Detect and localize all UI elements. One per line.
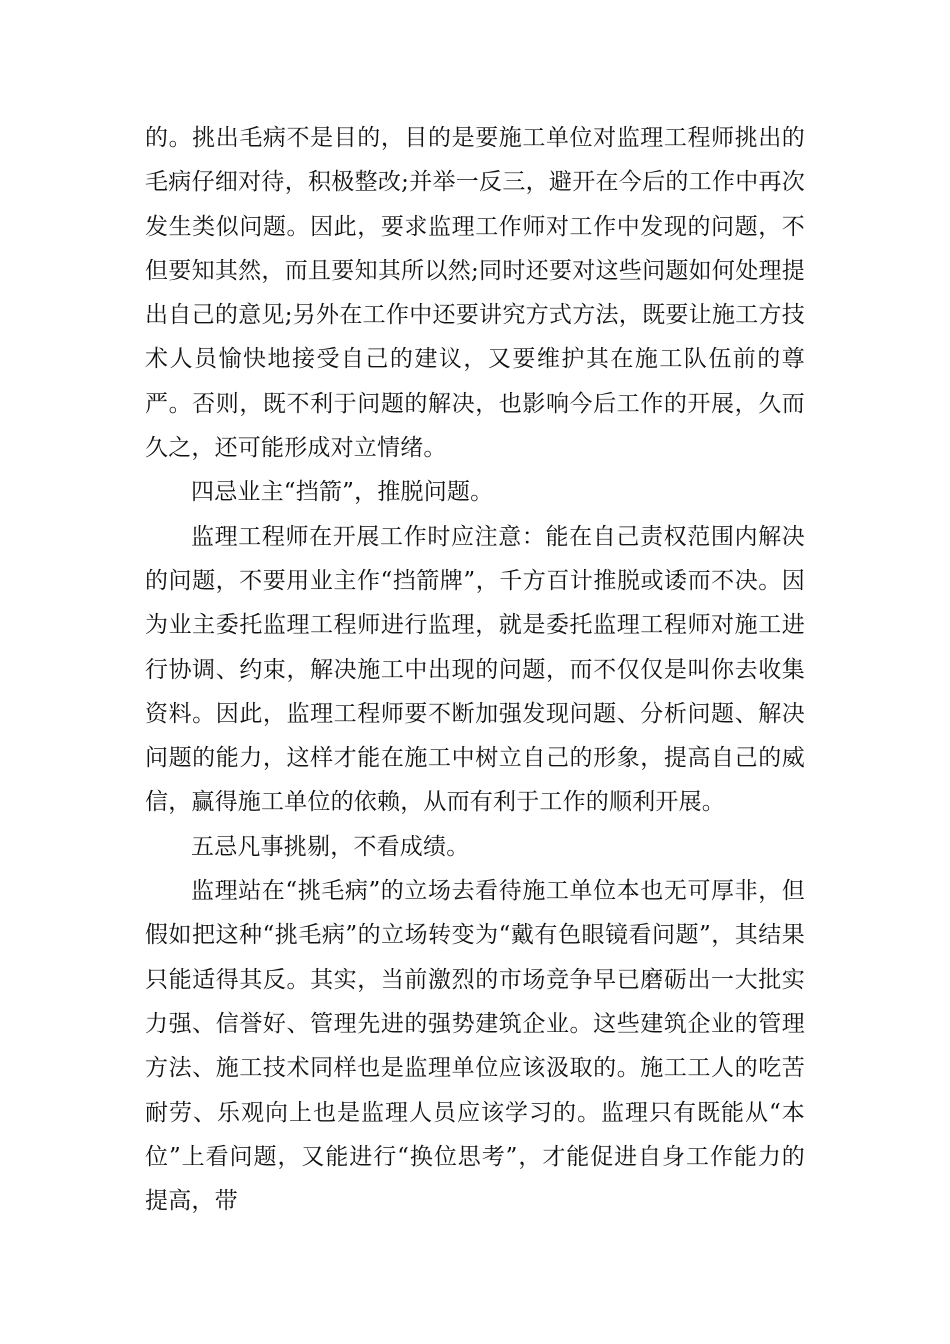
paragraph-five-body: 监理站在“挑毛病”的立场去看待施工单位本也无可厚非，但假如把这种“挑毛病”的立场转变为“戴有色眼镜看问题”，其结果只能适得其反。其实，当前激烈的市场竞争早已磨砺出一大批实力强、信誉好、管理先进的强势建筑企业。这些建筑企业的管理方法、施工技术同样也是监理单位应该汲取的。施工工人的吃苦耐劳、乐观向上也是监理人员应该学习的。监理只有既能从“本位”上看问题，又能进行“换位思考”，才能促进自身工作能力的提高，带: [145, 878, 805, 1215]
body-text: [145, 116, 805, 1223]
paragraph-continuation: 的。挑出毛病不是目的，目的是要施工单位对监理工程师挑出的毛病仔细对待，积极整改;并举一反三，避开在今后的工作中再次发生类似问题。因此，要求监理工作师对工作中发现的问题，不但要知其然，而且要知其所以然;同时还要对这些问题如何处理提出自己的意见;另外在工作中还要讲究方式方法，既要让施工方技术人员愉快地接受自己的建议，又要维护其在施工队伍前的尊严。否则，既不利于问题的解决，也影响今后工作的开展，久而久之，还可能形成对立情绪。: [145, 125, 805, 462]
section-heading-four: 四忌业主“挡箭”，推脱问题。: [191, 479, 494, 506]
section-heading-five: 五忌凡事挑剔，不看成绩。: [191, 833, 470, 860]
paragraph-four-body: 监理工程师在开展工作时应注意：能在自己责权范围内解决的问题，不要用业主作“挡箭牌”，千方百计推脱或诿而不决。因为业主委托监理工程师进行监理，就是委托监理工程师对施工进行协调、约束，解决施工中出现的问题，而不仅仅是叫你去收集资料。因此，监理工程师要不断加强发现问题、分析问题、解决问题的能力，这样才能在施工中树立自己的形象，提高自己的威信，赢得施工单位的依赖，从而有利于工作的顺利开展。: [145, 523, 805, 816]
